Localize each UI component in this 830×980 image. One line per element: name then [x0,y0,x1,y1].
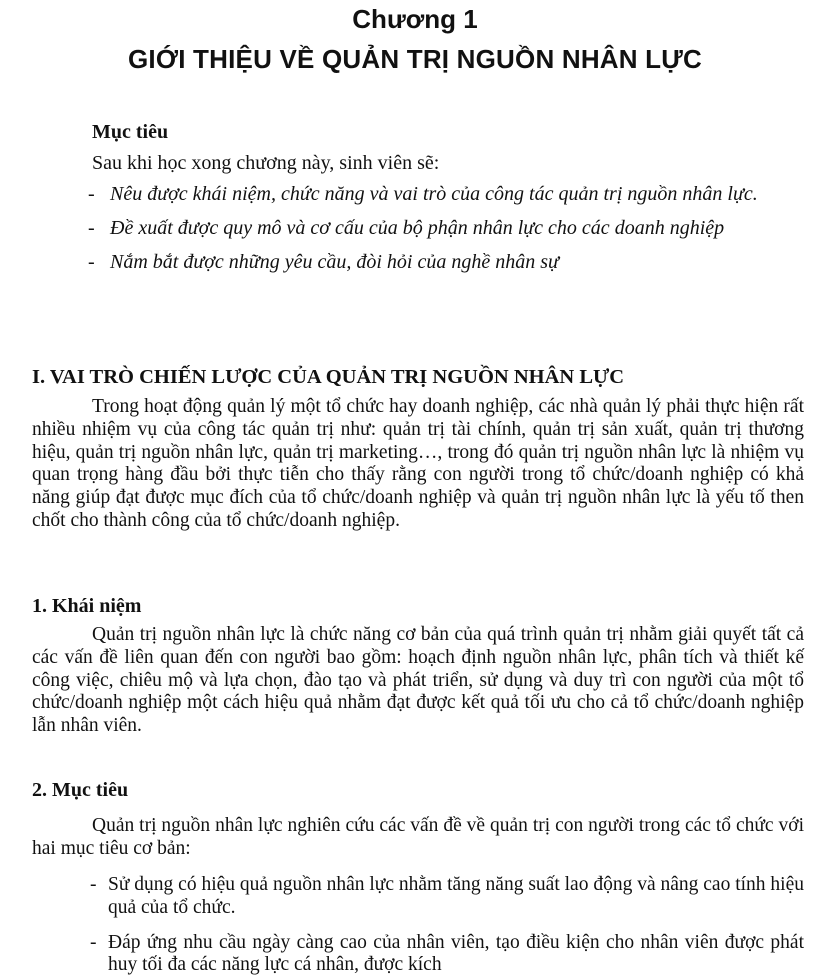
concept-paragraph: Quản trị nguồn nhân lực là chức năng cơ bản của quá trình quản trị nhằm giải quyết tất cả các vấn đề liên quan đến con người bao gồm: hoạch định nguồn nhân lực, phân tích và thiết kế công việc, chiêu mộ và lựa chọn, đào tạo và phát triển, sử dụng và duy trì con người của một tổ chức/doanh nghiệp một cách hiệu quả nhằm đạt được kết quả tối ưu cho cả tổ chức/doanh nghiệp lẫn nhân viên. [32,624,804,737]
bullet-dash: - [88,183,95,205]
goal-item [90,932,804,978]
goal-item [90,874,804,920]
chapter-title: GIỚI THIỆU VỀ QUẢN TRỊ NGUỒN NHÂN LỰC [127,44,703,74]
objective-item [88,182,804,206]
goal-text: Đáp ứng nhu cầu ngày càng cao của nhân viên, tạo điều kiện cho nhân viên được phát huy tối đa các năng lực cá nhân, được kích [108,931,804,976]
concept-heading: 1. Khái niệm [32,595,142,617]
bullet-dash: - [88,251,95,273]
goal-text: Sử dụng có hiệu quả nguồn nhân lực nhằm tăng năng suất lao động và nâng cao tính hiệu quả của tổ chức. [108,874,804,918]
objective-text: Nêu được khái niệm, chức năng và vai trò của công tác quản trị nguồn nhân lực. [110,183,758,205]
objective-item [88,250,804,274]
objective-text: Đề xuất được quy mô và cơ cấu của bộ phận nhân lực cho các doanh nghiệp [110,217,725,239]
bullet-dash: - [90,874,97,895]
objective-item [88,216,804,240]
chapter-number: Chương 1 [352,4,478,34]
objective-text: Nắm bắt được những yêu cầu, đòi hỏi của nghề nhân sự [110,251,559,273]
goals-list [90,874,804,980]
goals-paragraph: Quản trị nguồn nhân lực nghiên cứu các vấn đề về quản trị con người trong các tổ chức với hai mục tiêu cơ bản: [32,815,804,859]
objectives-heading: Mục tiêu [92,121,169,143]
section-intro-paragraph: Trong hoạt động quản lý một tổ chức hay doanh nghiệp, các nhà quản lý phải thực hiện rất nhiều nhiệm vụ của công tác quản trị như: quản trị tài chính, quản trị sản xuất, quản trị thương hiệu, quản trị nguồn nhân lực, quản trị marketing…, trong đó quản trị nguồn nhân lực là nhiệm vụ quan trọng hàng đầu bởi thực tiễn cho thấy rằng con người trong tổ chức/doanh nghiệp có khả năng giúp đạt được mục đích của tổ chức/doanh nghiệp và quản trị nguồn nhân lực là yếu tố then chốt cho thành công của tổ chức/doanh nghiệp. [32,396,804,531]
objectives-intro: Sau khi học xong chương này, sinh viên sẽ: [92,152,440,174]
bullet-dash: - [88,217,95,239]
bullet-dash: - [90,931,97,953]
objectives-list [88,182,804,284]
section-heading: I. VAI TRÒ CHIẾN LƯỢC CỦA QUẢN TRỊ NGUỒN NHÂN LỰC [32,366,625,388]
goals-heading: 2. Mục tiêu [32,779,129,801]
